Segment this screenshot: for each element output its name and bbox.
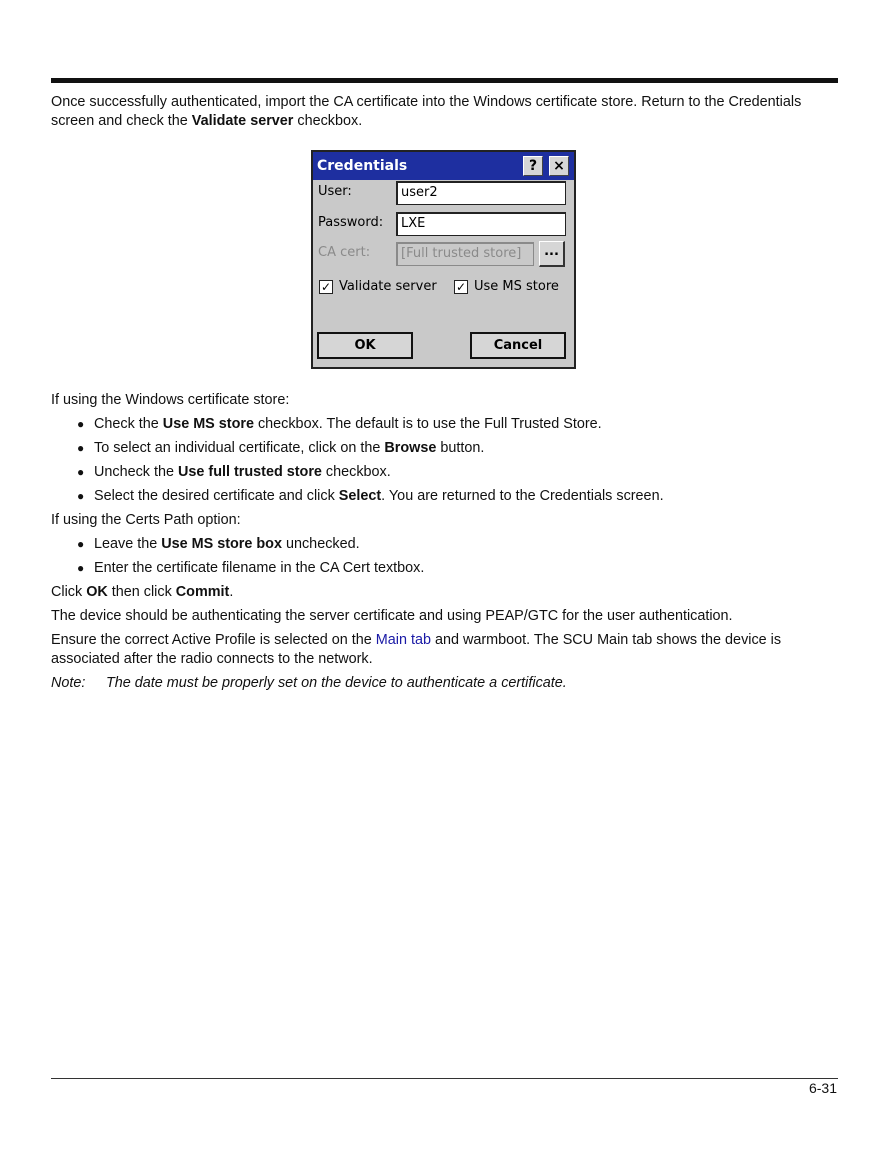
page-content (51, 93, 841, 136)
ensure-paragraph: Ensure the correct Active Profile is selected on the Main tab and warmboot. The SCU Main tab shows the device is associated after the radio connects to the network. (51, 632, 782, 667)
section1-list (51, 415, 841, 506)
bullet-icon: ● (77, 441, 85, 455)
user-label: User: (318, 184, 352, 199)
bullet-icon: ● (77, 417, 85, 431)
note-label: Note: (51, 675, 86, 691)
note (51, 674, 841, 693)
instructions (51, 391, 841, 698)
ok-button[interactable]: OK (317, 332, 413, 359)
check-icon: ✓ (320, 280, 332, 294)
close-icon[interactable]: × (549, 156, 569, 176)
device-paragraph: The device should be authenticating the server certificate and using PEAP/GTC for the user authentication. (51, 608, 733, 624)
list-item: ● Uncheck the Use full trusted store checkbox. (77, 464, 391, 480)
use-ms-store-label: Use MS store (474, 279, 559, 294)
bottom-rule (51, 1078, 838, 1079)
list-item: ● Select the desired certificate and click Select. You are returned to the Credentials screen. (77, 488, 664, 504)
section2-list (51, 535, 841, 578)
bullet-icon: ● (77, 489, 85, 503)
click-instruction: Click OK then click Commit. (51, 584, 234, 600)
bullet-icon: ● (77, 537, 85, 551)
help-icon[interactable]: ? (523, 156, 543, 176)
list-item: ● To select an individual certificate, click on the Browse button. (77, 440, 485, 456)
intro-paragraph: Once successfully authenticated, import the CA certificate into the Windows certificate store. Return to the Credentials screen and check the Validate server checkbox. (51, 94, 802, 129)
dialog-titlebar (313, 152, 574, 180)
list-item: ● Enter the certificate filename in the CA Cert textbox. (77, 560, 425, 576)
cancel-button[interactable]: Cancel (470, 332, 566, 359)
cacert-input: [Full trusted store] (396, 242, 534, 266)
main-tab-link[interactable]: Main tab (375, 632, 431, 648)
password-input[interactable]: LXE (396, 212, 566, 236)
check-icon: ✓ (455, 280, 467, 294)
section2-intro: If using the Certs Path option: (51, 512, 241, 528)
dialog-title: Credentials (317, 158, 408, 174)
page-number: 6-31 (808, 1080, 837, 1096)
credentials-dialog (311, 150, 576, 369)
browse-button[interactable]: ... (539, 241, 565, 267)
user-input[interactable]: user2 (396, 181, 566, 205)
list-item: ● Check the Use MS store checkbox. The default is to use the Full Trusted Store. (77, 416, 602, 432)
password-label: Password: (318, 215, 384, 230)
list-item: ● Leave the Use MS store box unchecked. (77, 536, 360, 552)
bullet-icon: ● (77, 561, 85, 575)
validate-server-label: Validate server (339, 279, 437, 294)
top-rule (51, 78, 838, 83)
section1-intro: If using the Windows certificate store: (51, 392, 290, 408)
note-text: The date must be properly set on the device to authenticate a certificate. (106, 675, 567, 691)
bullet-icon: ● (77, 465, 85, 479)
cacert-label: CA cert: (318, 245, 371, 260)
